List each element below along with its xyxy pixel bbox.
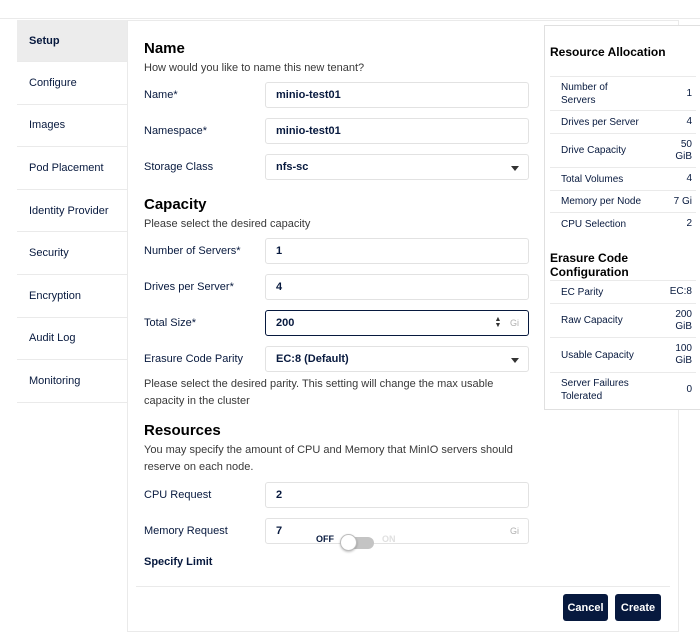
summary-row [550,338,696,373]
summary-key: EC Parity [561,286,604,298]
summary-key: Memory per Node [561,196,642,207]
summary-row [550,191,696,213]
resource-allocation-title: Resource Allocation [550,45,666,59]
summary-row [550,77,696,111]
sidebar-item-label: Audit Log [29,332,76,345]
namespace-value: minio-test01 [276,125,341,137]
cancel-button[interactable]: Cancel [563,594,608,621]
memory-request-field[interactable] [265,518,529,544]
summary-key: Drive Capacity [561,145,627,156]
summary-value: 50 GiB [675,138,692,162]
summary-row [550,213,696,235]
erasure-config-title: Erasure Code Configuration [550,251,629,279]
create-button[interactable]: Create [615,594,661,621]
specify-limit-label: Specify Limit [144,556,213,568]
parity-select[interactable] [265,346,529,372]
sidebar-item-label: Security [29,247,69,260]
summary-key: CPU Selection [561,218,627,230]
storage-class-label: Storage Class [144,161,214,173]
sidebar-item-security[interactable] [17,232,127,275]
summary-value: 0 [686,384,692,395]
drives-label: Drives per Server* [144,281,234,293]
storage-class-select[interactable] [265,154,529,180]
specify-limit-toggle[interactable] [340,534,374,550]
summary-value: 4 [686,173,692,184]
drives-field[interactable] [265,274,529,300]
name-section-title: Name [144,40,185,57]
memory-request-value: 7 [276,525,283,537]
sidebar-item-label: Pod Placement [29,161,104,174]
summary-row [550,304,696,338]
memory-request-label: Memory Request [144,525,228,537]
sidebar-item-label: Encryption [29,289,81,302]
sidebar-item-setup[interactable] [17,20,127,62]
sidebar-item-pod-placement[interactable] [17,147,127,190]
spinner-icon[interactable]: ▲ ▼ [494,316,502,329]
summary-value: 100 GiB [675,343,692,366]
sidebar-item-encryption[interactable] [17,275,127,318]
name-section-helper: How would you like to name this new tenant? [144,62,365,74]
chevron-down-icon [511,166,519,171]
sidebar-item-label: Setup [29,34,60,47]
footer-divider [136,586,670,587]
parity-helper: Please select the desired parity. This setting will change the max usable capacity in the cluster [144,378,494,407]
capacity-section-title: Capacity [144,196,207,213]
storage-class-value: nfs-sc [276,161,309,173]
summary-value: 1 [686,87,692,99]
sidebar-item-images[interactable] [17,105,127,148]
summary-row [550,281,696,304]
sidebar-item-label: Monitoring [29,374,81,387]
summary-key: Number of Servers [561,81,608,106]
sidebar-item-label: Configure [29,76,77,89]
summary-panel [544,25,700,410]
summary-value: 4 [686,116,692,127]
total-size-unit: Gi [510,318,519,328]
drives-value: 4 [276,281,283,293]
servers-field[interactable] [265,238,529,264]
sidebar-item-monitoring[interactable] [17,360,127,403]
summary-value: 2 [686,218,692,229]
resources-section-helper: You may specify the amount of CPU and Memory that MinIO servers should reserve on each node. [144,444,513,473]
memory-unit: Gi [510,526,519,536]
namespace-field[interactable] [265,118,529,144]
total-size-value: 200 [276,317,295,329]
summary-row [550,373,696,407]
setup-form [128,20,544,632]
summary-row [550,111,696,134]
summary-key: Server Failures Tolerated [561,378,629,402]
name-value: minio-test01 [276,89,341,101]
servers-value: 1 [276,245,283,257]
summary-value: EC:8 [669,286,692,297]
total-size-field[interactable] [265,310,529,336]
namespace-label: Namespace* [144,125,207,137]
sidebar-item-configure[interactable] [17,62,127,105]
chevron-down-icon [511,358,519,363]
wizard-sidebar [17,20,128,632]
sidebar-item-identity-provider[interactable] [17,190,127,233]
parity-value: EC:8 (Default) [276,353,349,365]
summary-row [550,168,696,191]
cpu-request-label: CPU Request [144,489,212,501]
parity-label: Erasure Code Parity [144,353,244,365]
sidebar-item-audit-log[interactable] [17,318,127,361]
toggle-knob [340,534,357,551]
name-label: Name* [144,89,178,101]
cpu-request-value: 2 [276,489,283,501]
summary-key: Usable Capacity [561,349,634,361]
toggle-on-label: ON [382,534,396,544]
summary-key: Drives per Server [561,116,639,128]
summary-key: Raw Capacity [561,315,623,326]
sidebar-item-label: Identity Provider [29,204,109,217]
name-field[interactable] [265,82,529,108]
top-divider [0,18,700,19]
total-size-label: Total Size* [144,317,196,329]
summary-value: 200 GiB [675,308,692,332]
capacity-section-helper: Please select the desired capacity [144,218,311,230]
sidebar-item-label: Images [29,119,66,132]
summary-value: 7 Gi [673,195,692,207]
summary-key: Total Volumes [561,173,624,185]
summary-row [550,134,696,168]
toggle-off-label: OFF [316,534,334,544]
cpu-request-field[interactable] [265,482,529,508]
servers-label: Number of Servers* [144,245,241,257]
resources-section-title: Resources [144,422,221,439]
